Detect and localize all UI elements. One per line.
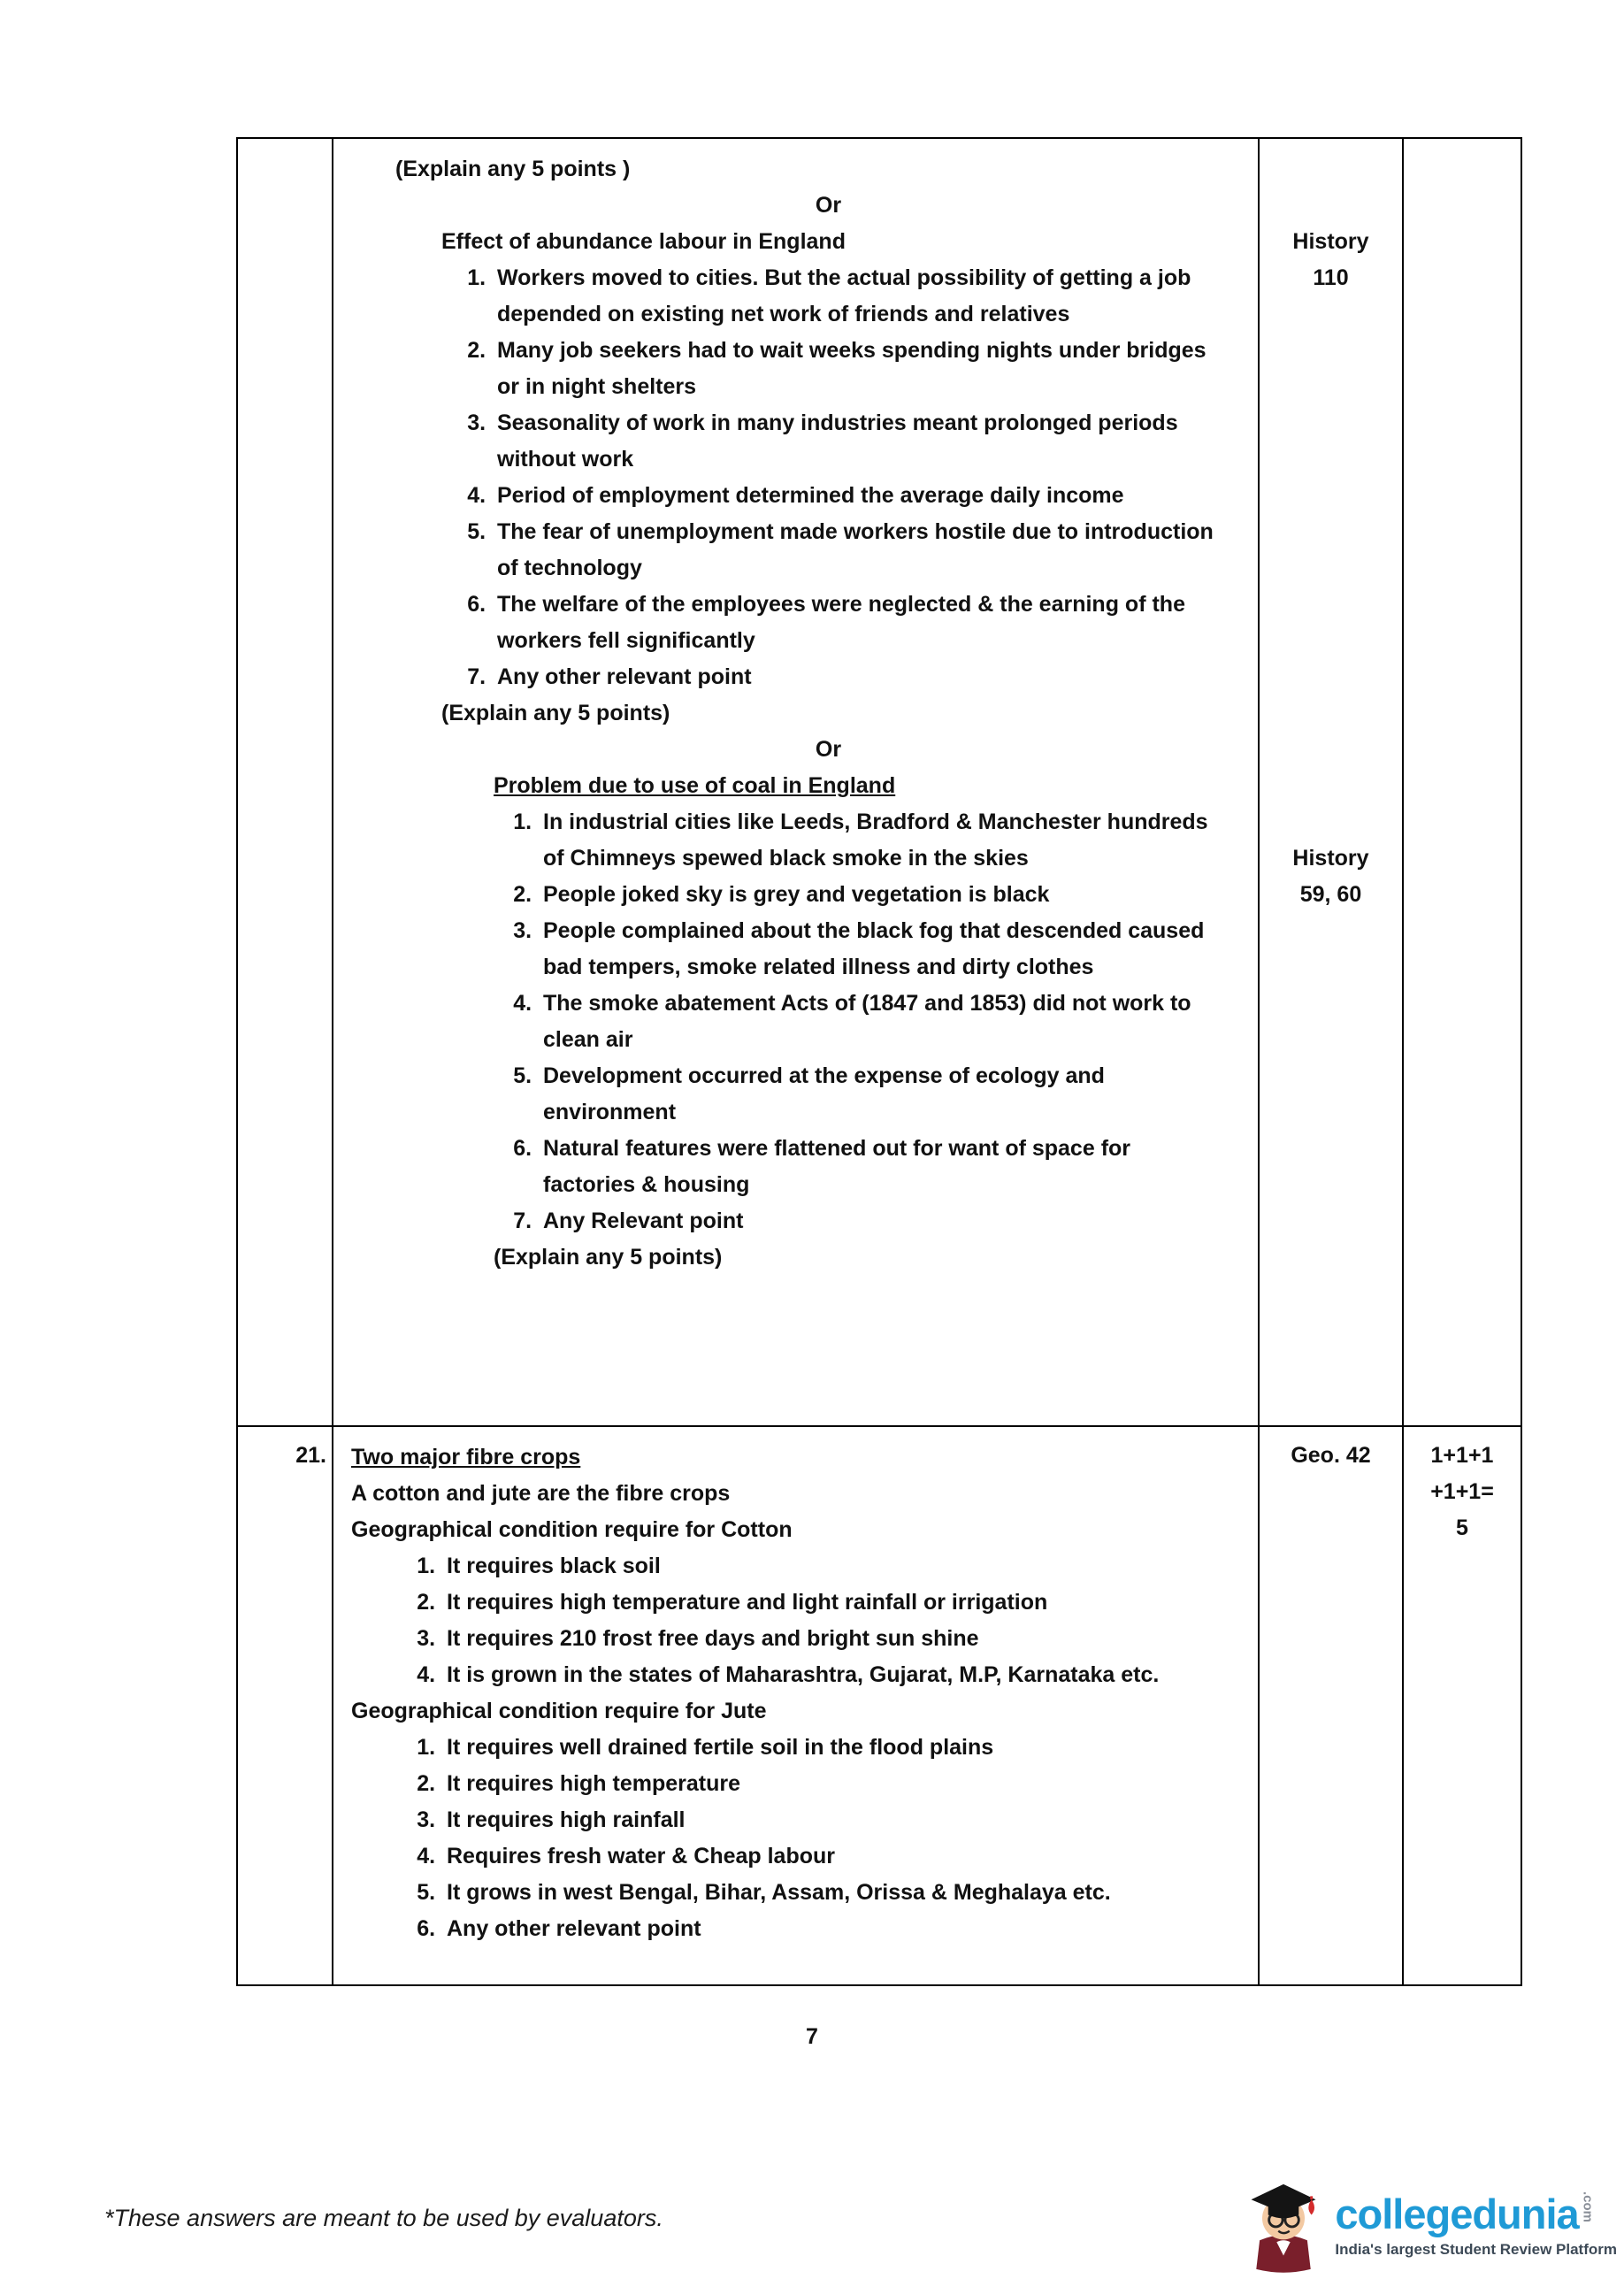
marks-line: 1+1+1	[1430, 1443, 1494, 1468]
list-item: 2. It requires high temperature	[441, 1766, 1226, 1802]
list-item: 2. It requires high temperature and light rainfall or irrigation	[441, 1585, 1226, 1621]
collegedunia-logo	[1241, 2173, 1617, 2277]
list-item: 5. Development occurred at the expense of ecology and environment	[538, 1058, 1226, 1131]
reference-cell	[1259, 138, 1403, 1426]
cotton-points-list	[333, 1548, 1226, 1693]
list-item: 7. Any Relevant point	[538, 1203, 1226, 1239]
list-item: 1. It requires black soil	[441, 1548, 1226, 1585]
reference-book: History	[1292, 229, 1369, 254]
jute-points-list	[333, 1730, 1226, 1947]
marks-line: +1+1=	[1430, 1479, 1494, 1504]
logo-brand-text: collegedunia	[1335, 2191, 1579, 2237]
answer-intro: A cotton and jute are the fibre crops	[351, 1481, 731, 1506]
logo-text-block	[1335, 2191, 1617, 2259]
question-number-cell: 21.	[237, 1426, 333, 1985]
list-item: 1. In industrial cities like Leeds, Bradford & Manchester hundreds of Chimneys spewed black smoke in the skies	[538, 804, 1226, 877]
cotton-subheading: Geographical condition require for Cotton	[351, 1517, 793, 1542]
list-item: 4. Requires fresh water & Cheap labour	[441, 1838, 1226, 1875]
table-row	[237, 138, 1521, 1426]
list-item: 7. Any other relevant point	[492, 659, 1226, 695]
marks-cell	[1403, 138, 1521, 1426]
explain-note: (Explain any 5 points)	[494, 1245, 723, 1270]
logo-tagline: India's largest Student Review Platform	[1335, 2241, 1617, 2258]
answer-content-cell	[333, 1426, 1259, 1985]
list-item: 6. Any other relevant point	[441, 1911, 1226, 1947]
labour-points-list	[333, 260, 1226, 695]
list-item: 3. It requires high rainfall	[441, 1802, 1226, 1838]
marks-cell	[1403, 1426, 1521, 1985]
list-item: 3. People complained about the black fog that descended caused bad tempers, smoke related illness and dirty clothes	[538, 913, 1226, 986]
list-item: 6. Natural features were flattened out for want of space for factories & housing	[538, 1131, 1226, 1203]
list-item: 4. The smoke abatement Acts of (1847 and 1853) did not work to clean air	[538, 986, 1226, 1058]
page-number: 7	[806, 2024, 818, 2049]
list-item: 3. Seasonality of work in many industries meant prolonged periods without work	[492, 405, 1226, 478]
answer-heading-fibre: Two major fibre crops	[351, 1445, 581, 1469]
reference-page: 110	[1313, 265, 1349, 290]
reference-page: 59, 60	[1299, 882, 1362, 907]
reference-geo-42: Geo. 42	[1291, 1443, 1371, 1468]
reference-history-110	[1260, 224, 1402, 296]
answer-heading-labour: Effect of abundance labour in England	[441, 229, 846, 254]
list-item: 2. People joked sky is grey and vegetation is black	[538, 877, 1226, 913]
list-item: 3. It requires 210 frost free days and bright sun shine	[441, 1621, 1226, 1657]
or-separator: Or	[815, 193, 842, 218]
jute-subheading: Geographical condition require for Jute	[351, 1699, 767, 1723]
explain-note: (Explain any 5 points)	[441, 701, 670, 725]
reference-book: History	[1292, 846, 1369, 871]
list-item: 6. The welfare of the employees were neglected & the earning of the workers fell significantly	[492, 587, 1226, 659]
answer-table	[236, 137, 1522, 1986]
logo-tld-text: .com	[1580, 2191, 1596, 2223]
coal-points-list	[333, 804, 1226, 1239]
answer-heading-coal: Problem due to use of coal in England	[494, 773, 896, 798]
list-item: 2. Many job seekers had to wait weeks spending nights under bridges or in night shelters	[492, 333, 1226, 405]
explain-note: (Explain any 5 points )	[395, 157, 631, 181]
list-item: 4. It is grown in the states of Maharashtra, Gujarat, M.P, Karnataka etc.	[441, 1657, 1226, 1693]
reference-cell	[1259, 1426, 1403, 1985]
evaluator-footnote: *These answers are meant to be used by evaluators.	[104, 2205, 663, 2231]
question-number-cell	[237, 138, 333, 1426]
list-item: 4. Period of employment determined the average daily income	[492, 478, 1226, 514]
list-item: 1. It requires well drained fertile soil in the flood plains	[441, 1730, 1226, 1766]
marks-line: 5	[1456, 1515, 1468, 1540]
graduate-mascot-icon	[1241, 2173, 1326, 2277]
list-item: 1. Workers moved to cities. But the actual possibility of getting a job depended on existing net work of friends and relatives	[492, 260, 1226, 333]
list-item: 5. The fear of unemployment made workers hostile due to introduction of technology	[492, 514, 1226, 587]
table-row	[237, 1426, 1521, 1985]
answer-content-cell	[333, 138, 1259, 1426]
reference-history-59-60	[1260, 840, 1402, 913]
list-item: 5. It grows in west Bengal, Bihar, Assam, Orissa & Meghalaya etc.	[441, 1875, 1226, 1911]
or-separator: Or	[815, 737, 842, 762]
